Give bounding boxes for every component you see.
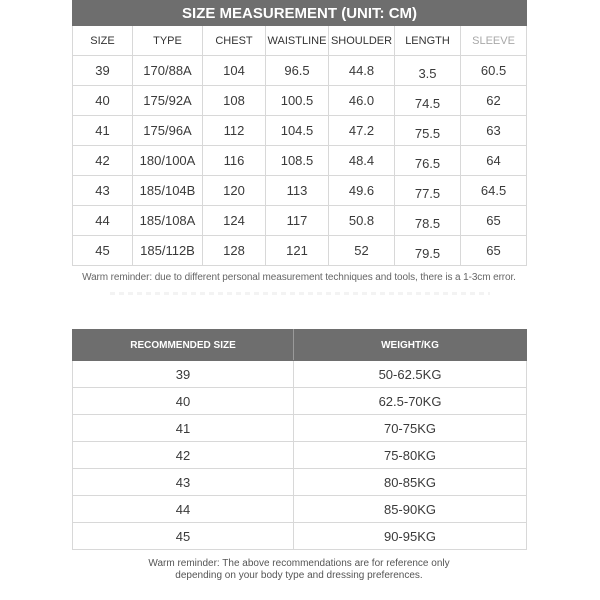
- waistline-cell: 113: [266, 176, 329, 206]
- length-cell: 3.5: [395, 56, 461, 86]
- chest-cell: 112: [203, 116, 266, 146]
- table-row: [73, 523, 527, 550]
- size-table-title-row: [73, 1, 527, 26]
- type-cell: 170/88A: [133, 56, 203, 86]
- type-cell: 180/100A: [133, 146, 203, 176]
- waistline-cell: 117: [266, 206, 329, 236]
- weight-cell: 62.5-70KG: [294, 388, 527, 415]
- header-weight: WEIGHT/KG: [294, 330, 527, 361]
- table-row: [73, 236, 527, 266]
- length-cell: 77.5: [395, 176, 461, 206]
- header-shoulder: SHOULDER: [329, 26, 395, 56]
- waistline-cell: 108.5: [266, 146, 329, 176]
- chest-cell: 124: [203, 206, 266, 236]
- recommendation-note-line-2: depending on your body type and dressing preferences.: [175, 570, 423, 581]
- chest-cell: 128: [203, 236, 266, 266]
- table-row: [73, 388, 527, 415]
- length-cell: 79.5: [395, 236, 461, 266]
- rec-size-cell: 41: [73, 415, 294, 442]
- chest-cell: 104: [203, 56, 266, 86]
- waistline-cell: 100.5: [266, 86, 329, 116]
- size-table-title: SIZE MEASUREMENT (UNIT: CM): [73, 1, 527, 26]
- sleeve-cell: 65: [461, 236, 527, 266]
- type-cell: 185/112B: [133, 236, 203, 266]
- type-cell: 175/96A: [133, 116, 203, 146]
- waistline-cell: 104.5: [266, 116, 329, 146]
- faded-text-line: [110, 292, 490, 295]
- table-row: [73, 442, 527, 469]
- shoulder-cell: 44.8: [329, 56, 395, 86]
- sleeve-cell: 60.5: [461, 56, 527, 86]
- rec-size-cell: 39: [73, 361, 294, 388]
- rec-size-cell: 42: [73, 442, 294, 469]
- header-waistline: WAISTLINE: [266, 26, 329, 56]
- sleeve-cell: 63: [461, 116, 527, 146]
- recommendation-note-line-1: Warm reminder: The above recommendations are for reference only: [148, 558, 450, 569]
- header-sleeve: SLEEVE: [461, 26, 527, 56]
- size-cell: 41: [73, 116, 133, 146]
- rec-size-cell: 43: [73, 469, 294, 496]
- table-row: [73, 86, 527, 116]
- shoulder-cell: 49.6: [329, 176, 395, 206]
- weight-cell: 75-80KG: [294, 442, 527, 469]
- shoulder-cell: 47.2: [329, 116, 395, 146]
- sleeve-cell: 64.5: [461, 176, 527, 206]
- rec-size-cell: 44: [73, 496, 294, 523]
- weight-cell: 85-90KG: [294, 496, 527, 523]
- sleeve-cell: 65: [461, 206, 527, 236]
- table-row: [73, 146, 527, 176]
- recommendation-note: [72, 558, 526, 582]
- type-cell: 175/92A: [133, 86, 203, 116]
- size-cell: 40: [73, 86, 133, 116]
- rec-size-cell: 40: [73, 388, 294, 415]
- type-cell: 185/104B: [133, 176, 203, 206]
- weight-cell: 70-75KG: [294, 415, 527, 442]
- shoulder-cell: 52: [329, 236, 395, 266]
- size-table-header-row: [73, 26, 527, 56]
- length-cell: 75.5: [395, 116, 461, 146]
- shoulder-cell: 48.4: [329, 146, 395, 176]
- type-cell: 185/108A: [133, 206, 203, 236]
- weight-cell: 80-85KG: [294, 469, 527, 496]
- weight-cell: 90-95KG: [294, 523, 527, 550]
- length-cell: 74.5: [395, 86, 461, 116]
- chest-cell: 108: [203, 86, 266, 116]
- header-size: SIZE: [73, 26, 133, 56]
- size-cell: 44: [73, 206, 133, 236]
- table-row: [73, 496, 527, 523]
- shoulder-cell: 46.0: [329, 86, 395, 116]
- size-cell: 43: [73, 176, 133, 206]
- sleeve-cell: 62: [461, 86, 527, 116]
- header-length: LENGTH: [395, 26, 461, 56]
- table-row: [73, 206, 527, 236]
- size-cell: 45: [73, 236, 133, 266]
- length-cell: 78.5: [395, 206, 461, 236]
- table-row: [73, 116, 527, 146]
- rec-size-cell: 45: [73, 523, 294, 550]
- shoulder-cell: 50.8: [329, 206, 395, 236]
- header-chest: CHEST: [203, 26, 266, 56]
- size-measurement-table: [72, 0, 527, 266]
- measurement-note: Warm reminder: due to different personal measurement techniques and tools, there is a 1-3cm error.: [82, 272, 516, 283]
- chest-cell: 116: [203, 146, 266, 176]
- table-row: [73, 469, 527, 496]
- weight-cell: 50-62.5KG: [294, 361, 527, 388]
- rec-table-header-row: [73, 330, 527, 361]
- waistline-cell: 121: [266, 236, 329, 266]
- waistline-cell: 96.5: [266, 56, 329, 86]
- sleeve-cell: 64: [461, 146, 527, 176]
- size-cell: 42: [73, 146, 133, 176]
- table-row: [73, 56, 527, 86]
- length-cell: 76.5: [395, 146, 461, 176]
- header-type: TYPE: [133, 26, 203, 56]
- chest-cell: 120: [203, 176, 266, 206]
- table-row: [73, 415, 527, 442]
- table-row: [73, 176, 527, 206]
- table-row: [73, 361, 527, 388]
- header-recommended-size: RECOMMENDED SIZE: [73, 330, 294, 361]
- recommended-size-table: [72, 329, 527, 550]
- size-cell: 39: [73, 56, 133, 86]
